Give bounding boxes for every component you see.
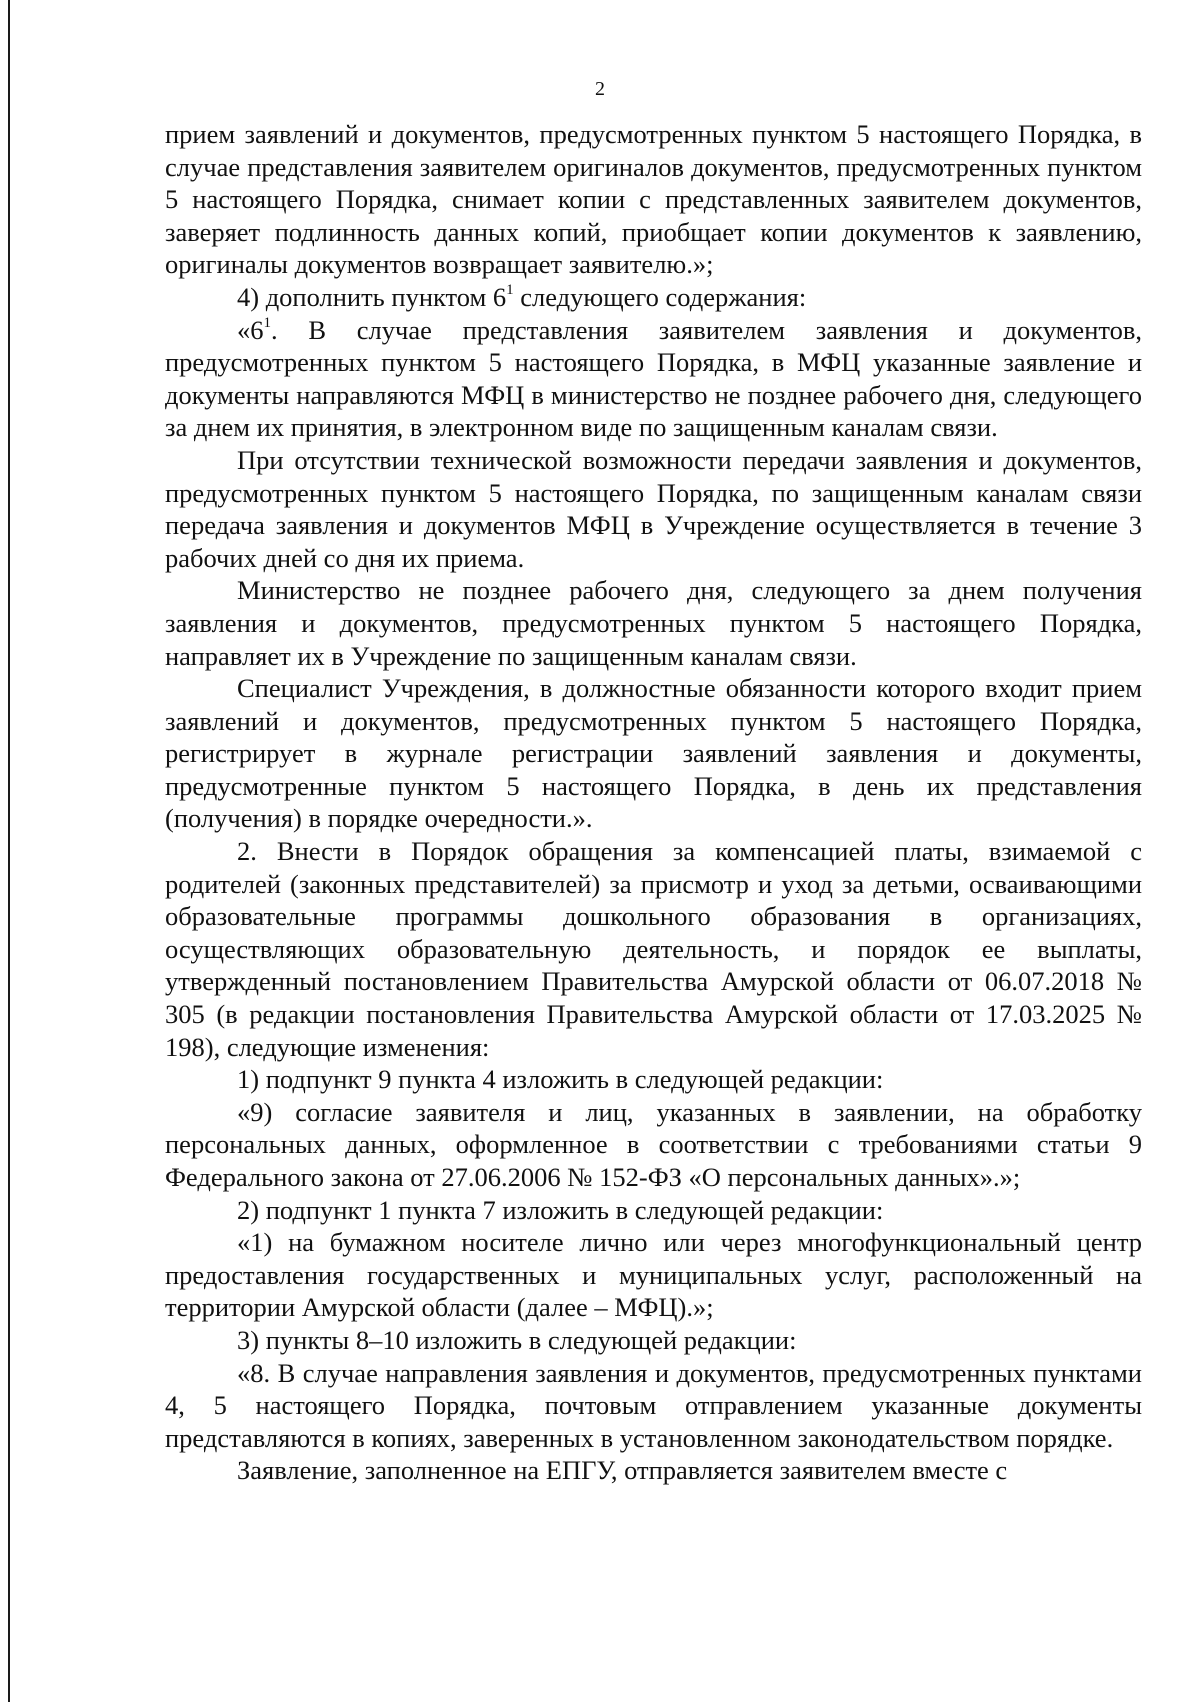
paragraph-3 — [165, 314, 1142, 444]
paragraph-2-superscript: 1 — [506, 282, 514, 299]
paragraph-3-superscript: 1 — [263, 314, 271, 331]
paragraph-11: «1) на бумажном носителе лично или через многофункциональный центр предоставления государственных и муниципальных услуг, расположенный на территории Амурской области (далее – МФЦ).»; — [165, 1227, 1142, 1323]
paragraph-14: Заявление, заполненное на ЕПГУ, отправляется заявителем вместе с — [237, 1455, 1008, 1486]
paragraph-4: При отсутствии технической возможности передачи заявления и документов, предусмотренных пунктом 5 настоящего Порядка, по защищенным каналам связи передача заявления и документов МФЦ в Учреждение осуществляется в течение 3 рабочих дней со дня их приема. — [165, 444, 1142, 573]
paragraph-12: 3) пункты 8–10 изложить в следующей редакции: — [237, 1324, 797, 1355]
document-body — [165, 118, 1142, 1487]
paragraph-3-text-a: «6 — [237, 314, 264, 345]
paragraph-2-text-a: 4) дополнить пунктом 6 — [237, 281, 507, 312]
paragraph-3-text-b: . В случае представления заявителем заявления и документов, предусмотренных пунктом 5 настоящего Порядка, в МФЦ указанные заявление и документы направляются МФЦ в министерство не позднее рабочего дня, следующего за днем их принятия, в электронном виде по защищенным каналам связи. — [165, 314, 1142, 443]
paragraph-1: прием заявлений и документов, предусмотренных пунктом 5 настоящего Порядка, в случае представления заявителем оригиналов документов, предусмотренных пунктом 5 настоящего Порядка, снимает копии с представленных заявителем документов, заверяет подлинность данных копий, приобщает копии документов к заявлению, оригиналы документов возвращает заявителю.»; — [165, 119, 1142, 280]
paragraph-5: Министерство не позднее рабочего дня, следующего за днем получения заявления и документов, предусмотренных пунктом 5 настоящего Порядка, направляет их в Учреждение по защищенным каналам связи. — [165, 575, 1142, 671]
page-number: 2 — [595, 78, 605, 100]
paragraph-2 — [165, 281, 1142, 314]
paragraph-6: Специалист Учреждения, в должностные обязанности которого входит прием заявлений и документов, предусмотренных пунктом 5 настоящего Порядка, регистрирует в журнале регистрации заявлений заявления и документы, предусмотренные пунктом 5 настоящего Порядка, в день их представления (получения) в порядке очередности.». — [165, 673, 1142, 834]
paragraph-7: 2. Внести в Порядок обращения за компенсацией платы, взимаемой с родителей (законных представителей) за присмотр и уход за детьми, осваивающими образовательные программы дошкольного образования в организациях, осуществляющих образовательную деятельность, и порядок ее выплаты, утвержденный постановлением Правительства Амурской области от 06.07.2018 № 305 (в редакции постановления Правительства Амурской области от 17.03.2025 № 198), следующие изменения: — [165, 836, 1142, 1062]
paragraph-8: 1) подпункт 9 пункта 4 изложить в следующей редакции: — [237, 1064, 884, 1095]
paragraph-13: «8. В случае направления заявления и документов, предусмотренных пунктами 4, 5 настоящего Порядка, почтовым отправлением указанные документы представляются в копиях, заверенных в установленном законодательством порядке. — [165, 1357, 1142, 1453]
paragraph-10: 2) подпункт 1 пункта 7 изложить в следующей редакции: — [237, 1194, 884, 1225]
paragraph-9: «9) согласие заявителя и лиц, указанных в заявлении, на обработку персональных данных, оформленное в соответствии с требованиями статьи 9 Федерального закона от 27.06.2006 № 152-ФЗ «О персональных данных».»; — [165, 1096, 1142, 1192]
page-edge-line — [8, 0, 10, 1702]
paragraph-2-text-b: следующего содержания: — [513, 281, 807, 312]
